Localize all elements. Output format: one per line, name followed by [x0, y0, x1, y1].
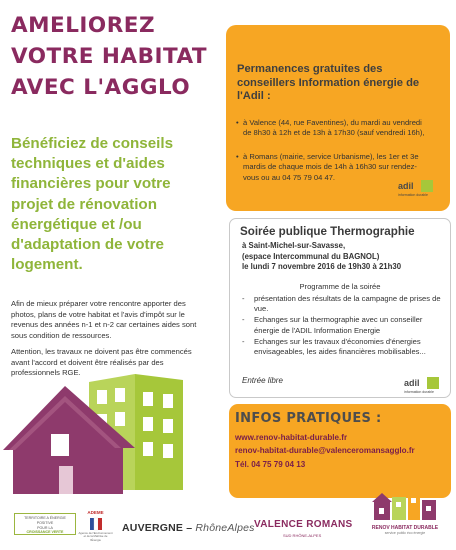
- house-illustration: [3, 362, 219, 510]
- adil-logo: [398, 180, 438, 200]
- website-link[interactable]: www.renov-habitat-durable.fr: [235, 433, 348, 442]
- adil-logo: [404, 377, 444, 397]
- permanence-valence: [237, 118, 432, 139]
- programme-item: - Echanges sur la thermographie avec un conseiller énergie de l'ADIL Information Energie: [242, 315, 423, 335]
- partner-logos: [0, 508, 456, 550]
- phone-number: Tél. 04 75 79 04 13: [235, 460, 306, 469]
- headline: [11, 10, 211, 103]
- permanences-title: Permanences gratuites des conseillers Information énergie de l'Adil :: [237, 63, 420, 102]
- permanence-valence-text: à Valence (44, rue Faventines), du mardi au vendredi de 8h30 à 12h et de 13h à 17h30 (sauf vendredi 16h),: [243, 118, 425, 138]
- programme-item: - Echanges sur les travaux d'économies d'énergies envisageables, les aides financières mobilisables...: [242, 336, 426, 357]
- programme-item: - présentation des résultats de la campagne de prises de vue.: [242, 294, 441, 314]
- intro-text: Bénéficiez de conseils techniques et d'aides financières pour votre projet de rénovation énergétique et /ou d'adaptation de votre logement.: [11, 135, 174, 274]
- entree-libre: Entrée libre: [242, 376, 283, 385]
- soiree-details: [242, 241, 447, 273]
- permanence-romans: [237, 152, 432, 183]
- permanences-box: [226, 25, 450, 211]
- renov-logo-name: RENOV HABITAT DURABLE: [371, 525, 439, 531]
- headline-line-1: AMELIOREZ: [11, 13, 156, 38]
- programme-title: Programme de la soirée: [299, 282, 381, 291]
- soiree-title: Soirée publique Thermographie: [240, 225, 415, 238]
- attention-note: Attention, les travaux ne doivent pas être commencés avant l'accord et doivent être réalisés par des professionnels RGE.: [11, 347, 192, 377]
- soiree-location: à Saint-Michel-sur-Savasse,: [242, 241, 346, 250]
- soiree-box: [229, 218, 451, 398]
- soiree-date: le lundi 7 novembre 2016 de 19h30 à 21h30: [242, 262, 402, 271]
- adil-logo-mark: adil: [404, 378, 420, 388]
- valence-romans-logo: VALENCE ROMANS: [254, 519, 353, 530]
- programme-list: [242, 294, 446, 358]
- infos-title: INFOS PRATIQUES :: [235, 411, 382, 426]
- adil-logo-mark: adil: [398, 181, 414, 191]
- bullet: •: [236, 152, 239, 161]
- valence-romans-sub: SUD RHÔNE-ALPES: [283, 533, 322, 538]
- adil-logo-sub: information durable: [398, 193, 428, 197]
- bullet: •: [236, 118, 239, 127]
- auvergne-rhone-alpes-logo: AUVERGNE – RhôneAlpes: [122, 522, 255, 534]
- adil-logo-sub: information durable: [404, 390, 434, 394]
- email-link[interactable]: renov-habitat-durable@valenceromansagglo.fr: [235, 446, 415, 455]
- ademe-logo: ADEME Agence de l'Environnement et de la Maîtrise de l'Énergie: [78, 510, 113, 542]
- headline-line-3: AVEC L'AGGLO: [11, 75, 191, 100]
- soiree-venue: (espace Intercommunal du BAGNOL): [242, 251, 380, 261]
- croissance-verte-logo: TERRITOIRE A ÉNERGIE POSITIVE POUR LA CROISSANCE VERTE: [14, 513, 76, 535]
- permanence-romans-text: à Romans (mairie, service Urbanisme), les 1er et 3e mardis de chaque mois de 14h à 16h30 sur rendez-vous ou au 04 75 79 04 47.: [243, 152, 419, 182]
- ademe-emblem-icon: [78, 517, 113, 531]
- renov-logo-sub: service public éco énergie: [384, 531, 426, 535]
- headline-line-2: VOTRE HABITAT: [11, 44, 208, 69]
- preparation-note: Afin de mieux préparer votre rencontre apporter des photos, plans de votre habitat et l'avis d'impôt sur le revenus des années n-1 et n-2 car certaines aides sont sous condition de ressources.: [11, 299, 197, 340]
